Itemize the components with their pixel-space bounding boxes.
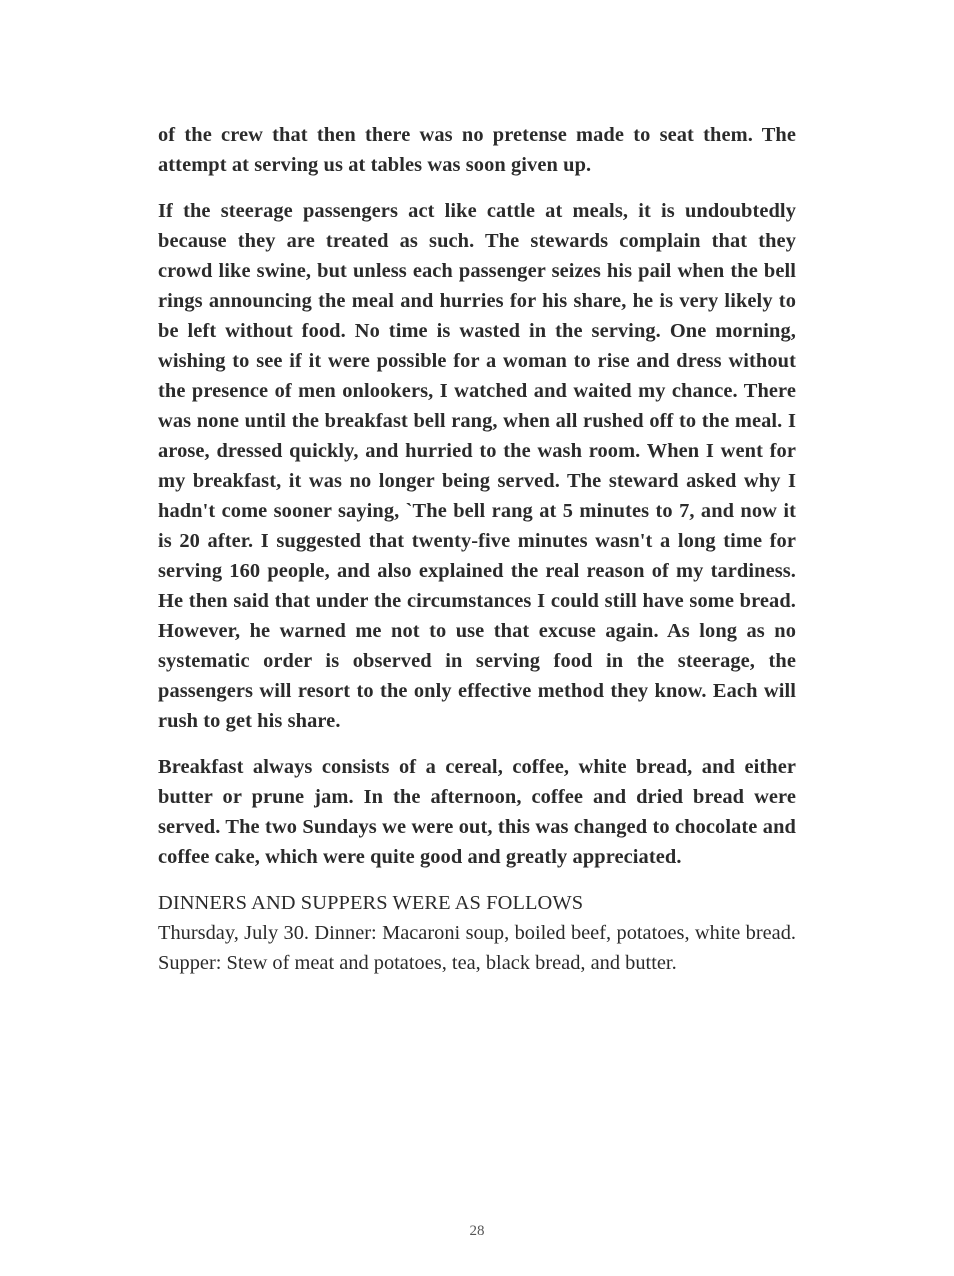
- menu-entry-thursday: Thursday, July 30. Dinner: Macaroni soup, boiled beef, potatoes, white bread. Supper: Stew of meat and potatoes, tea, black bread, and butter.: [158, 922, 796, 974]
- page-number: 28: [469, 1223, 485, 1239]
- paragraph-steerage-meals: If the steerage passengers act like cattle at meals, it is undoubtedly because they are treated as such. The stewards complain that they crowd like swine, but unless each passenger seizes his pail when the bell rings announcing the meal and hurries for his share, he is very likely to be left without food. No time is wasted in the serving. One morning, wishing to see if it were possible for a woman to rise and dress without the presence of men onlookers, I watched and waited my chance. There was none until the breakfast bell rang, when all rushed off to the meal. I arose, dressed quickly, and hurried to the wash room. When I went for my breakfast, it was no longer being served. The steward asked why I hadn't come sooner saying, `The bell rang at 5 minutes to 7, and now it is 20 after. I suggested that twenty-five minutes wasn't a long time for serving 160 people, and also explained the real reason of my tardiness. He then said that under the circumstances I could still have some bread. However, he warned me not to use that excuse again. As long as no systematic order is observed in serving food in the steerage, the passengers will resort to the only effective method they know. Each will rush to get his share.: [158, 200, 796, 732]
- paragraph-breakfast: Breakfast always consists of a cereal, coffee, white bread, and either butter or prune jam. In the afternoon, coffee and dried bread were served. The two Sundays we were out, this was changed to chocolate and coffee cake, which were quite good and greatly appreciated.: [158, 756, 796, 868]
- page-body: [158, 120, 796, 978]
- section-heading: DINNERS AND SUPPERS WERE AS FOLLOWS: [158, 892, 584, 914]
- paragraph-crew: of the crew that then there was no pretense made to seat them. The attempt at serving us at tables was soon given up.: [158, 124, 796, 176]
